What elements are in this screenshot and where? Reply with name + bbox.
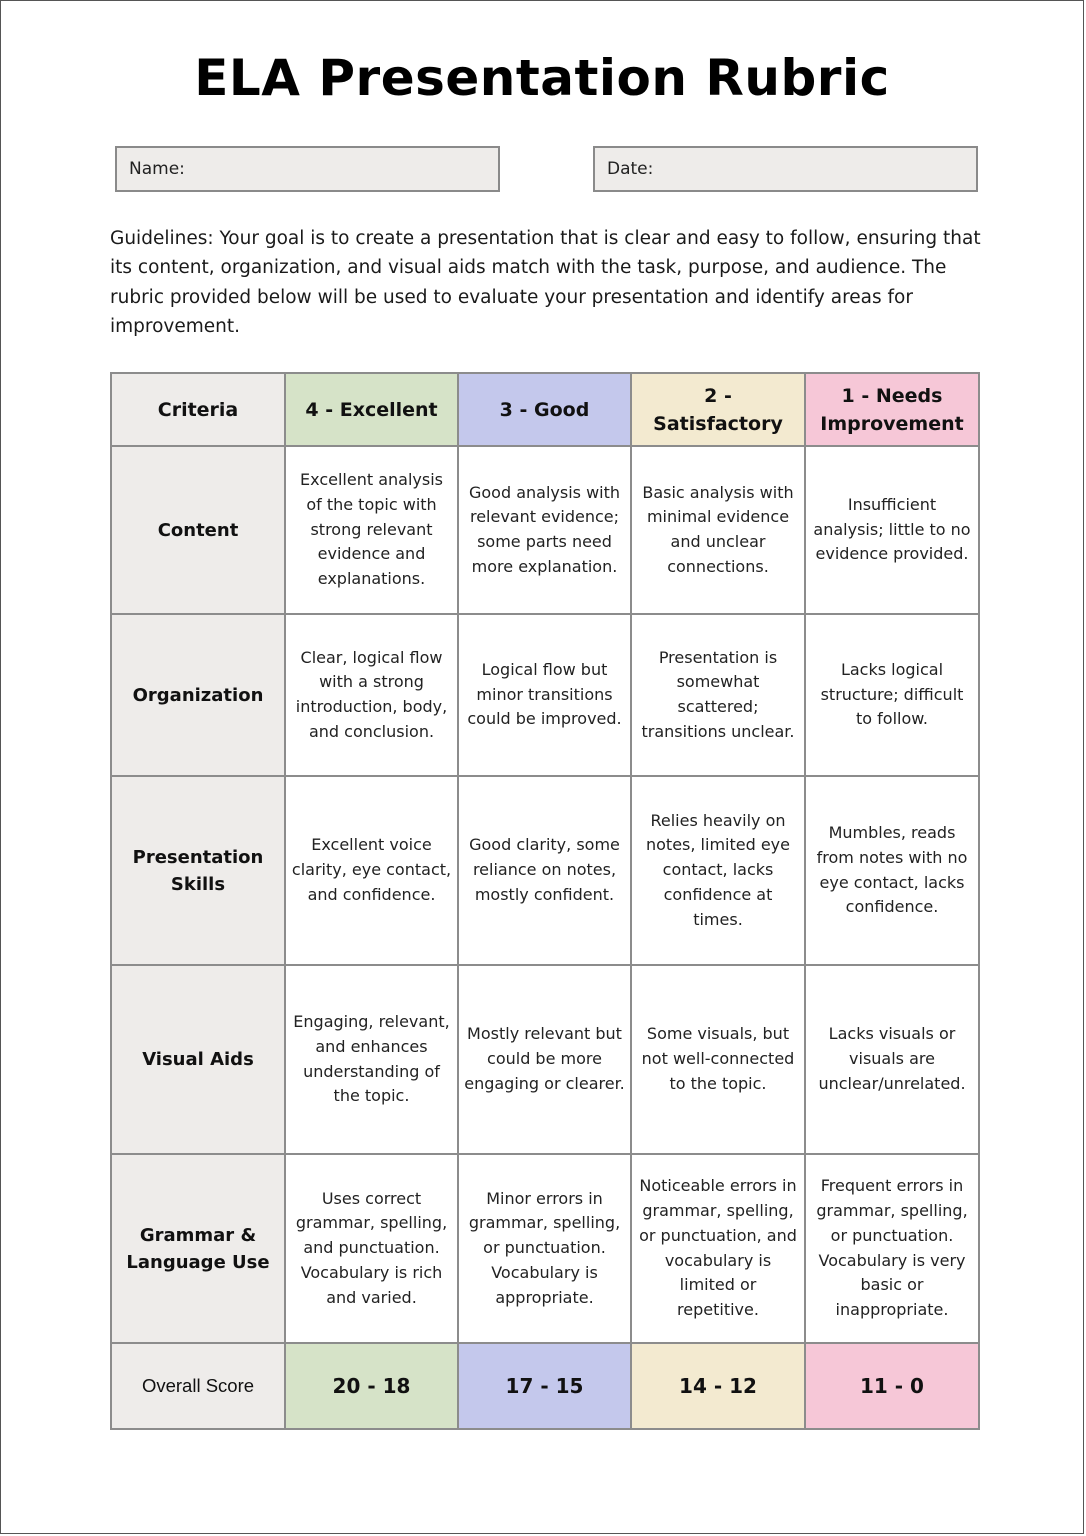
table-row xyxy=(111,776,979,965)
visual-excellent-cell: Engaging, relevant, and enhances understanding of the topic. xyxy=(285,965,458,1154)
organization-needs-improvement-cell: Lacks logical structure; difficult to follow. xyxy=(805,614,979,776)
grammar-good-cell: Minor errors in grammar, spelling, or punctuation. Vocabulary is appropriate. xyxy=(458,1154,631,1343)
visual-needs-improvement-cell: Lacks visuals or visuals are unclear/unrelated. xyxy=(805,965,979,1154)
visual-good-cell: Mostly relevant but could be more engaging or clearer. xyxy=(458,965,631,1154)
header-excellent: 4 - Excellent xyxy=(285,373,458,446)
content-needs-improvement-cell: Insufficient analysis; little to no evidence provided. xyxy=(805,446,979,614)
table-row xyxy=(111,446,979,614)
presentation-satisfactory-cell: Relies heavily on notes, limited eye contact, lacks confidence at times. xyxy=(631,776,805,965)
table-row xyxy=(111,965,979,1154)
criteria-content: Content xyxy=(111,446,285,614)
score-excellent: 20 - 18 xyxy=(285,1343,458,1429)
organization-excellent-cell: Clear, logical flow with a strong introduction, body, and conclusion. xyxy=(285,614,458,776)
presentation-good-cell: Good clarity, some reliance on notes, mostly confident. xyxy=(458,776,631,965)
header-row xyxy=(111,373,979,446)
header-criteria: Criteria xyxy=(111,373,285,446)
grammar-needs-improvement-cell: Frequent errors in grammar, spelling, or punctuation. Vocabulary is very basic or inappropriate. xyxy=(805,1154,979,1343)
presentation-excellent-cell: Excellent voice clarity, eye contact, and confidence. xyxy=(285,776,458,965)
table-row xyxy=(111,614,979,776)
organization-good-cell: Logical flow but minor transitions could be improved. xyxy=(458,614,631,776)
content-excellent-cell: Excellent analysis of the topic with strong relevant evidence and explanations. xyxy=(285,446,458,614)
criteria-visual-aids: Visual Aids xyxy=(111,965,285,1154)
criteria-presentation-skills: Presentation Skills xyxy=(111,776,285,965)
score-satisfactory: 14 - 12 xyxy=(631,1343,805,1429)
header-needs-improvement: 1 - Needs Improvement xyxy=(805,373,979,446)
content-good-cell: Good analysis with relevant evidence; some parts need more explanation. xyxy=(458,446,631,614)
overall-score-label: Overall Score xyxy=(111,1343,285,1429)
rubric-table xyxy=(110,372,980,1430)
score-good: 17 - 15 xyxy=(458,1343,631,1429)
table-row xyxy=(111,1154,979,1343)
criteria-grammar: Grammar & Language Use xyxy=(111,1154,285,1343)
grammar-excellent-cell: Uses correct grammar, spelling, and punctuation. Vocabulary is rich and varied. xyxy=(285,1154,458,1343)
date-field[interactable]: Date: xyxy=(593,146,978,192)
grammar-satisfactory-cell: Noticeable errors in grammar, spelling, or punctuation, and vocabulary is limited or repetitive. xyxy=(631,1154,805,1343)
criteria-organization: Organization xyxy=(111,614,285,776)
presentation-needs-improvement-cell: Mumbles, reads from notes with no eye contact, lacks confidence. xyxy=(805,776,979,965)
overall-score-row xyxy=(111,1343,979,1429)
header-good: 3 - Good xyxy=(458,373,631,446)
visual-satisfactory-cell: Some visuals, but not well-connected to the topic. xyxy=(631,965,805,1154)
name-field[interactable]: Name: xyxy=(115,146,500,192)
header-satisfactory: 2 - Satisfactory xyxy=(631,373,805,446)
content-satisfactory-cell: Basic analysis with minimal evidence and unclear connections. xyxy=(631,446,805,614)
score-needs-improvement: 11 - 0 xyxy=(805,1343,979,1429)
page-title: ELA Presentation Rubric xyxy=(194,49,890,107)
guidelines-text: Guidelines: Your goal is to create a presentation that is clear and easy to follow, ensuring that its content, organization, and visual aids match with the task, purpose, and audience. The rubric provided below will be used to evaluate your presentation and identify areas for improvement. xyxy=(110,228,981,337)
organization-satisfactory-cell: Presentation is somewhat scattered; transitions unclear. xyxy=(631,614,805,776)
